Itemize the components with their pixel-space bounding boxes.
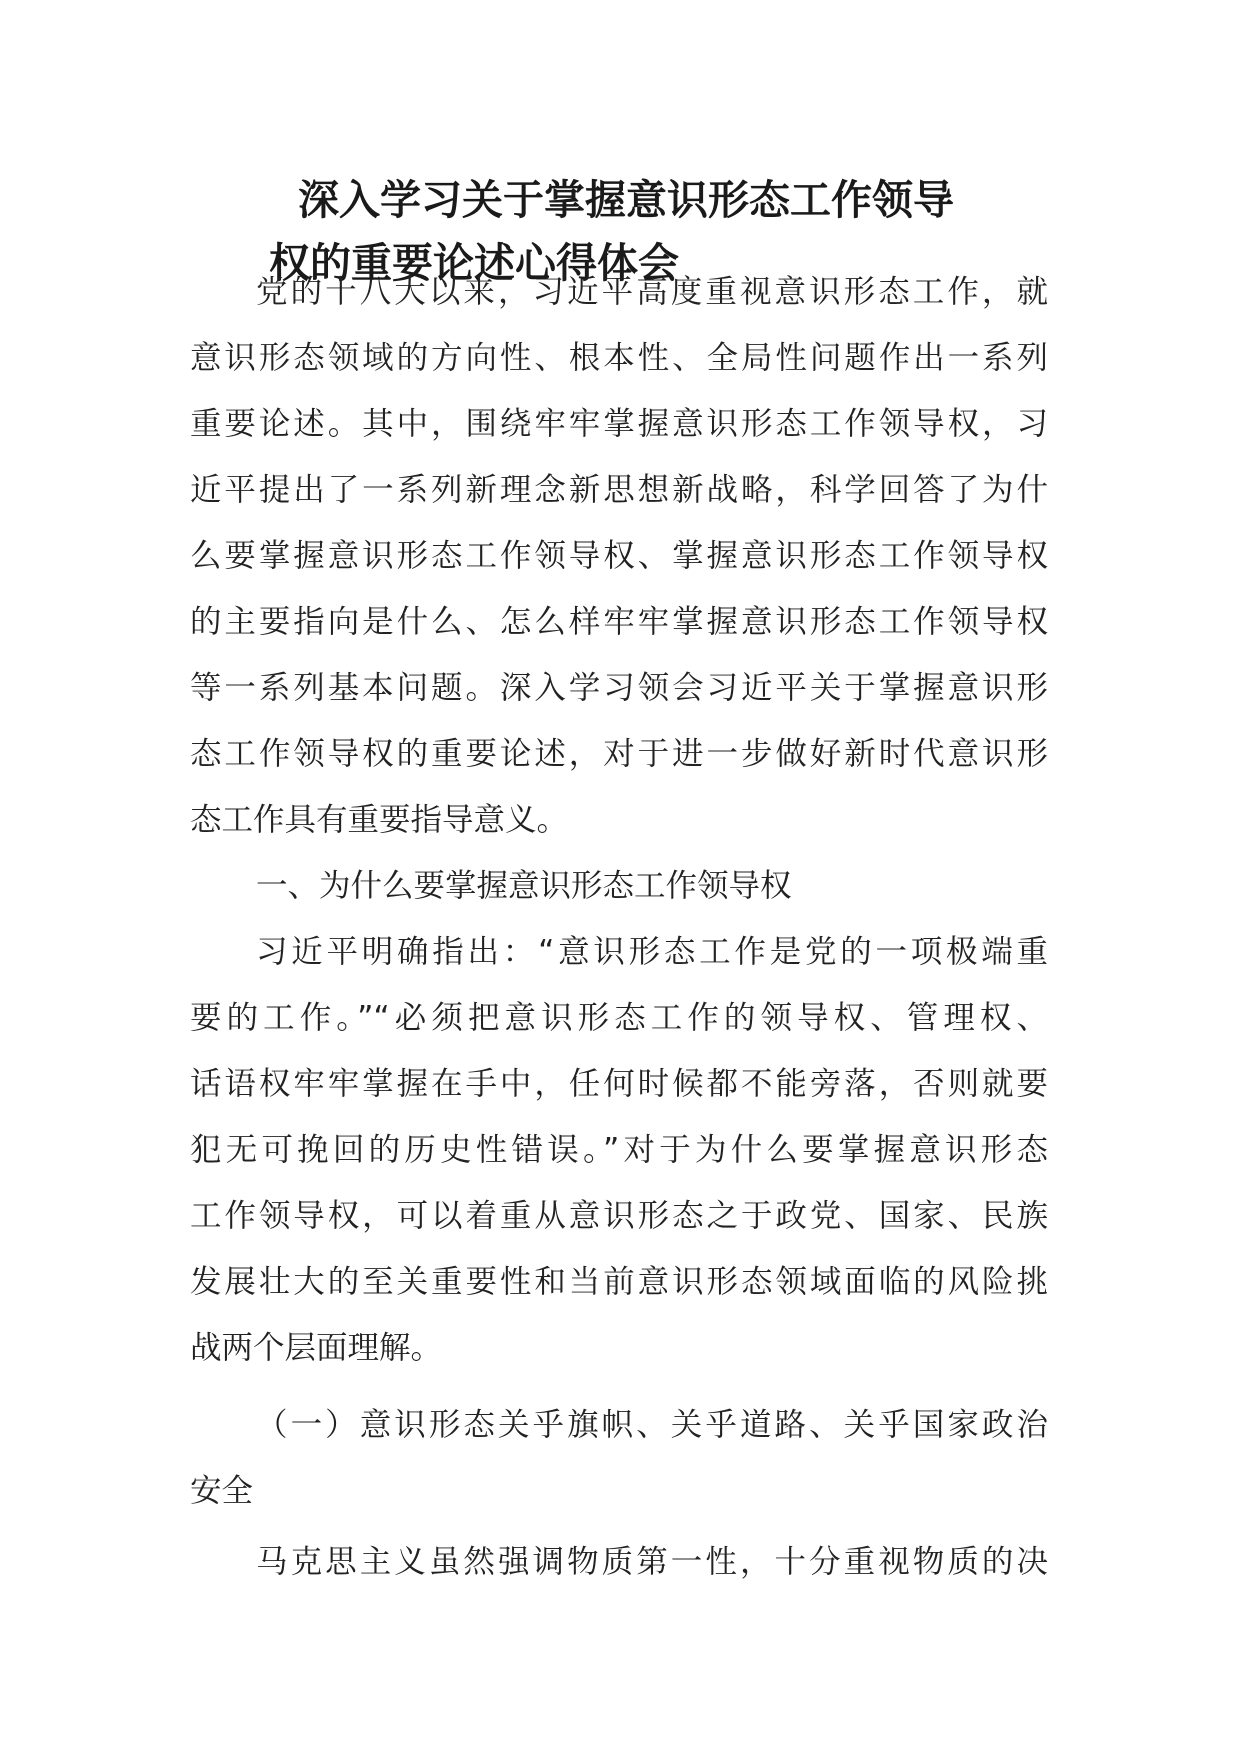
- paragraph-2-line-1: 习近平明确指出：“意识形态工作是党的一项极端重: [256, 934, 1048, 970]
- paragraph-1-line-7: 等一系列基本问题。深入学习领会习近平关于掌握意识形: [190, 670, 1048, 706]
- paragraph-1-line-2: 意识形态领域的方向性、根本性、全局性问题作出一系列: [190, 340, 1048, 376]
- document-title-line-1: 深入学习关于掌握意识形态工作领导: [298, 176, 954, 224]
- paragraph-1-line-6: 的主要指向是什么、怎么样牢牢掌握意识形态工作领导权: [190, 604, 1048, 640]
- paragraph-3-line-1: 马克思主义虽然强调物质第一性，十分重视物质的决: [256, 1544, 1048, 1580]
- paragraph-1-line-3: 重要论述。其中，围绕牢牢掌握意识形态工作领导权，习: [190, 406, 1048, 442]
- subsection-heading-1-line-1: （一）意识形态关乎旗帜、关乎道路、关乎国家政治: [256, 1407, 1048, 1443]
- paragraph-1-line-4: 近平提出了一系列新理念新思想新战略，科学回答了为什: [190, 472, 1048, 508]
- paragraph-2-line-4: 犯无可挽回的历史性错误。”对于为什么要掌握意识形态: [190, 1132, 1048, 1168]
- paragraph-2-line-3: 话语权牢牢掌握在手中，任何时候都不能旁落，否则就要: [190, 1066, 1048, 1102]
- paragraph-1-line-9: 态工作具有重要指导意义。: [190, 802, 569, 838]
- paragraph-1-line-1: 党的十八大以来，习近平高度重视意识形态工作，就: [256, 274, 1048, 310]
- paragraph-2-line-2: 要的工作。”“必须把意识形态工作的领导权、管理权、: [190, 1000, 1048, 1036]
- paragraph-1-line-5: 么要掌握意识形态工作领导权、掌握意识形态工作领导权: [190, 538, 1048, 574]
- paragraph-2-line-5: 工作领导权，可以着重从意识形态之于政党、国家、民族: [190, 1198, 1048, 1234]
- paragraph-2-line-6: 发展壮大的至关重要性和当前意识形态领域面临的风险挑: [190, 1264, 1048, 1300]
- document-title-line-2: 权的重要论述心得体会: [269, 239, 679, 287]
- paragraph-2-line-7: 战两个层面理解。: [190, 1330, 443, 1366]
- paragraph-1-line-8: 态工作领导权的重要论述，对于进一步做好新时代意识形: [190, 736, 1048, 772]
- section-heading-1: 一、为什么要掌握意识形态工作领导权: [256, 868, 792, 904]
- subsection-heading-1-line-2: 安全: [190, 1473, 254, 1509]
